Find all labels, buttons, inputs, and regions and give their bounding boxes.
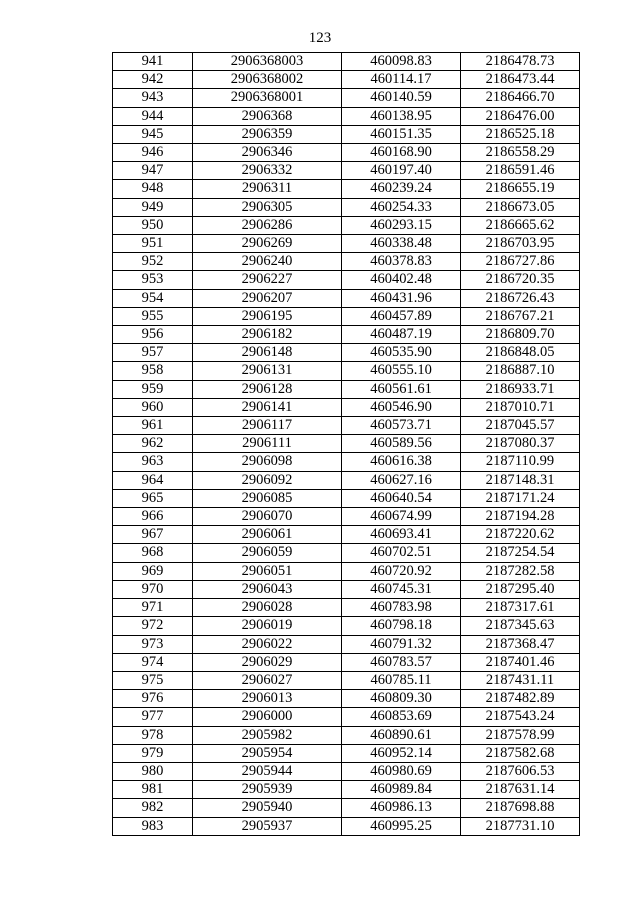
table-row — [113, 307, 580, 325]
point-id-cell: 2906059 — [193, 544, 342, 562]
row-index-cell: 944 — [113, 107, 193, 125]
y-coordinate-cell: 2186809.70 — [461, 326, 580, 344]
table-row — [113, 453, 580, 471]
table-row — [113, 671, 580, 689]
row-index-cell: 955 — [113, 307, 193, 325]
row-index-cell: 982 — [113, 799, 193, 817]
y-coordinate-cell: 2187317.61 — [461, 599, 580, 617]
row-index-cell: 952 — [113, 253, 193, 271]
point-id-cell: 2905954 — [193, 744, 342, 762]
point-id-cell: 2906141 — [193, 398, 342, 416]
table-row — [113, 417, 580, 435]
row-index-cell: 981 — [113, 781, 193, 799]
y-coordinate-cell: 2186767.21 — [461, 307, 580, 325]
table-row — [113, 580, 580, 598]
table-row — [113, 89, 580, 107]
x-coordinate-cell: 460431.96 — [342, 289, 461, 307]
y-coordinate-cell: 2187110.99 — [461, 453, 580, 471]
point-id-cell: 2906061 — [193, 526, 342, 544]
point-id-cell: 2906207 — [193, 289, 342, 307]
x-coordinate-cell: 460986.13 — [342, 799, 461, 817]
x-coordinate-cell: 460783.57 — [342, 653, 461, 671]
x-coordinate-cell: 460785.11 — [342, 671, 461, 689]
row-index-cell: 967 — [113, 526, 193, 544]
x-coordinate-cell: 460254.33 — [342, 198, 461, 216]
row-index-cell: 961 — [113, 417, 193, 435]
table-row — [113, 526, 580, 544]
point-id-cell: 2906043 — [193, 580, 342, 598]
y-coordinate-cell: 2186933.71 — [461, 380, 580, 398]
row-index-cell: 970 — [113, 580, 193, 598]
point-id-cell: 2906117 — [193, 417, 342, 435]
y-coordinate-cell: 2187578.99 — [461, 726, 580, 744]
table-row — [113, 544, 580, 562]
x-coordinate-cell: 460989.84 — [342, 781, 461, 799]
table-row — [113, 198, 580, 216]
y-coordinate-cell: 2187282.58 — [461, 562, 580, 580]
table-row — [113, 781, 580, 799]
x-coordinate-cell: 460720.92 — [342, 562, 461, 580]
point-id-cell: 2906368001 — [193, 89, 342, 107]
x-coordinate-cell: 460114.17 — [342, 71, 461, 89]
table-row — [113, 180, 580, 198]
table-row — [113, 471, 580, 489]
y-coordinate-cell: 2187606.53 — [461, 762, 580, 780]
x-coordinate-cell: 460674.99 — [342, 508, 461, 526]
x-coordinate-cell: 460995.25 — [342, 817, 461, 835]
row-index-cell: 949 — [113, 198, 193, 216]
table-row — [113, 107, 580, 125]
y-coordinate-cell: 2187010.71 — [461, 398, 580, 416]
table-row — [113, 216, 580, 234]
x-coordinate-cell: 460640.54 — [342, 489, 461, 507]
point-id-cell: 2906227 — [193, 271, 342, 289]
x-coordinate-cell: 460138.95 — [342, 107, 461, 125]
y-coordinate-cell: 2186476.00 — [461, 107, 580, 125]
point-id-cell: 2906128 — [193, 380, 342, 398]
x-coordinate-cell: 460555.10 — [342, 362, 461, 380]
x-coordinate-cell: 460098.83 — [342, 53, 461, 71]
row-index-cell: 975 — [113, 671, 193, 689]
y-coordinate-cell: 2186887.10 — [461, 362, 580, 380]
x-coordinate-cell: 460980.69 — [342, 762, 461, 780]
point-id-cell: 2906286 — [193, 216, 342, 234]
point-id-cell: 2906029 — [193, 653, 342, 671]
point-id-cell: 2906022 — [193, 635, 342, 653]
table-row — [113, 489, 580, 507]
row-index-cell: 980 — [113, 762, 193, 780]
y-coordinate-cell: 2187220.62 — [461, 526, 580, 544]
point-id-cell: 2906368 — [193, 107, 342, 125]
y-coordinate-cell: 2187045.57 — [461, 417, 580, 435]
y-coordinate-cell: 2186466.70 — [461, 89, 580, 107]
row-index-cell: 978 — [113, 726, 193, 744]
y-coordinate-cell: 2186720.35 — [461, 271, 580, 289]
table-row — [113, 744, 580, 762]
x-coordinate-cell: 460745.31 — [342, 580, 461, 598]
y-coordinate-cell: 2187295.40 — [461, 580, 580, 598]
table-row — [113, 253, 580, 271]
table-row — [113, 635, 580, 653]
row-index-cell: 951 — [113, 235, 193, 253]
point-id-cell: 2905982 — [193, 726, 342, 744]
table-row — [113, 53, 580, 71]
row-index-cell: 966 — [113, 508, 193, 526]
x-coordinate-cell: 460561.61 — [342, 380, 461, 398]
x-coordinate-cell: 460338.48 — [342, 235, 461, 253]
coordinates-table — [112, 52, 580, 836]
table-row — [113, 271, 580, 289]
y-coordinate-cell: 2187254.54 — [461, 544, 580, 562]
row-index-cell: 959 — [113, 380, 193, 398]
point-id-cell: 2906195 — [193, 307, 342, 325]
row-index-cell: 964 — [113, 471, 193, 489]
page-number: 123 — [308, 30, 332, 46]
x-coordinate-cell: 460798.18 — [342, 617, 461, 635]
row-index-cell: 960 — [113, 398, 193, 416]
x-coordinate-cell: 460952.14 — [342, 744, 461, 762]
row-index-cell: 977 — [113, 708, 193, 726]
y-coordinate-cell: 2186665.62 — [461, 216, 580, 234]
row-index-cell: 958 — [113, 362, 193, 380]
x-coordinate-cell: 460573.71 — [342, 417, 461, 435]
row-index-cell: 954 — [113, 289, 193, 307]
table-row — [113, 435, 580, 453]
point-id-cell: 2906085 — [193, 489, 342, 507]
table-row — [113, 235, 580, 253]
y-coordinate-cell: 2186848.05 — [461, 344, 580, 362]
point-id-cell: 2906027 — [193, 671, 342, 689]
x-coordinate-cell: 460809.30 — [342, 690, 461, 708]
point-id-cell: 2906092 — [193, 471, 342, 489]
row-index-cell: 941 — [113, 53, 193, 71]
x-coordinate-cell: 460546.90 — [342, 398, 461, 416]
y-coordinate-cell: 2186558.29 — [461, 144, 580, 162]
y-coordinate-cell: 2186726.43 — [461, 289, 580, 307]
row-index-cell: 956 — [113, 326, 193, 344]
table-row — [113, 726, 580, 744]
point-id-cell: 2906311 — [193, 180, 342, 198]
point-id-cell: 2906051 — [193, 562, 342, 580]
y-coordinate-cell: 2187543.24 — [461, 708, 580, 726]
table-row — [113, 599, 580, 617]
row-index-cell: 950 — [113, 216, 193, 234]
x-coordinate-cell: 460535.90 — [342, 344, 461, 362]
row-index-cell: 945 — [113, 125, 193, 143]
table-row — [113, 71, 580, 89]
table-row — [113, 398, 580, 416]
table-row — [113, 144, 580, 162]
point-id-cell: 2906240 — [193, 253, 342, 271]
y-coordinate-cell: 2187080.37 — [461, 435, 580, 453]
y-coordinate-cell: 2186727.86 — [461, 253, 580, 271]
point-id-cell: 2906332 — [193, 162, 342, 180]
y-coordinate-cell: 2187482.89 — [461, 690, 580, 708]
table-row — [113, 125, 580, 143]
row-index-cell: 946 — [113, 144, 193, 162]
table-row — [113, 562, 580, 580]
y-coordinate-cell: 2186525.18 — [461, 125, 580, 143]
x-coordinate-cell: 460853.69 — [342, 708, 461, 726]
row-index-cell: 957 — [113, 344, 193, 362]
point-id-cell: 2906346 — [193, 144, 342, 162]
table-row — [113, 326, 580, 344]
row-index-cell: 974 — [113, 653, 193, 671]
point-id-cell: 2905940 — [193, 799, 342, 817]
point-id-cell: 2906098 — [193, 453, 342, 471]
table-row — [113, 162, 580, 180]
table-row — [113, 708, 580, 726]
y-coordinate-cell: 2186703.95 — [461, 235, 580, 253]
row-index-cell: 972 — [113, 617, 193, 635]
point-id-cell: 2906131 — [193, 362, 342, 380]
point-id-cell: 2906070 — [193, 508, 342, 526]
y-coordinate-cell: 2186591.46 — [461, 162, 580, 180]
point-id-cell: 2906368002 — [193, 71, 342, 89]
y-coordinate-cell: 2186655.19 — [461, 180, 580, 198]
x-coordinate-cell: 460239.24 — [342, 180, 461, 198]
y-coordinate-cell: 2186478.73 — [461, 53, 580, 71]
y-coordinate-cell: 2186473.44 — [461, 71, 580, 89]
x-coordinate-cell: 460627.16 — [342, 471, 461, 489]
x-coordinate-cell: 460457.89 — [342, 307, 461, 325]
y-coordinate-cell: 2187698.88 — [461, 799, 580, 817]
x-coordinate-cell: 460783.98 — [342, 599, 461, 617]
point-id-cell: 2905939 — [193, 781, 342, 799]
table-row — [113, 617, 580, 635]
row-index-cell: 971 — [113, 599, 193, 617]
row-index-cell: 973 — [113, 635, 193, 653]
y-coordinate-cell: 2187731.10 — [461, 817, 580, 835]
table-row — [113, 344, 580, 362]
x-coordinate-cell: 460702.51 — [342, 544, 461, 562]
point-id-cell: 2905937 — [193, 817, 342, 835]
row-index-cell: 953 — [113, 271, 193, 289]
point-id-cell: 2905944 — [193, 762, 342, 780]
x-coordinate-cell: 460140.59 — [342, 89, 461, 107]
x-coordinate-cell: 460168.90 — [342, 144, 461, 162]
x-coordinate-cell: 460378.83 — [342, 253, 461, 271]
row-index-cell: 983 — [113, 817, 193, 835]
y-coordinate-cell: 2187194.28 — [461, 508, 580, 526]
table-row — [113, 362, 580, 380]
y-coordinate-cell: 2187171.24 — [461, 489, 580, 507]
y-coordinate-cell: 2187631.14 — [461, 781, 580, 799]
table-row — [113, 690, 580, 708]
row-index-cell: 968 — [113, 544, 193, 562]
row-index-cell: 942 — [113, 71, 193, 89]
point-id-cell: 2906359 — [193, 125, 342, 143]
x-coordinate-cell: 460293.15 — [342, 216, 461, 234]
row-index-cell: 963 — [113, 453, 193, 471]
x-coordinate-cell: 460487.19 — [342, 326, 461, 344]
y-coordinate-cell: 2186673.05 — [461, 198, 580, 216]
row-index-cell: 943 — [113, 89, 193, 107]
point-id-cell: 2906269 — [193, 235, 342, 253]
row-index-cell: 962 — [113, 435, 193, 453]
y-coordinate-cell: 2187401.46 — [461, 653, 580, 671]
x-coordinate-cell: 460693.41 — [342, 526, 461, 544]
table-row — [113, 289, 580, 307]
point-id-cell: 2906111 — [193, 435, 342, 453]
table-row — [113, 508, 580, 526]
row-index-cell: 947 — [113, 162, 193, 180]
y-coordinate-cell: 2187368.47 — [461, 635, 580, 653]
point-id-cell: 2906013 — [193, 690, 342, 708]
row-index-cell: 976 — [113, 690, 193, 708]
point-id-cell: 2906182 — [193, 326, 342, 344]
row-index-cell: 965 — [113, 489, 193, 507]
x-coordinate-cell: 460197.40 — [342, 162, 461, 180]
table-row — [113, 762, 580, 780]
x-coordinate-cell: 460890.61 — [342, 726, 461, 744]
coordinates-table-body — [113, 53, 580, 836]
x-coordinate-cell: 460589.56 — [342, 435, 461, 453]
point-id-cell: 2906148 — [193, 344, 342, 362]
row-index-cell: 948 — [113, 180, 193, 198]
y-coordinate-cell: 2187582.68 — [461, 744, 580, 762]
table-row — [113, 380, 580, 398]
x-coordinate-cell: 460616.38 — [342, 453, 461, 471]
row-index-cell: 969 — [113, 562, 193, 580]
table-row — [113, 799, 580, 817]
point-id-cell: 2906305 — [193, 198, 342, 216]
row-index-cell: 979 — [113, 744, 193, 762]
point-id-cell: 2906028 — [193, 599, 342, 617]
point-id-cell: 2906019 — [193, 617, 342, 635]
point-id-cell: 2906000 — [193, 708, 342, 726]
x-coordinate-cell: 460151.35 — [342, 125, 461, 143]
y-coordinate-cell: 2187345.63 — [461, 617, 580, 635]
y-coordinate-cell: 2187431.11 — [461, 671, 580, 689]
x-coordinate-cell: 460791.32 — [342, 635, 461, 653]
x-coordinate-cell: 460402.48 — [342, 271, 461, 289]
table-row — [113, 653, 580, 671]
point-id-cell: 2906368003 — [193, 53, 342, 71]
y-coordinate-cell: 2187148.31 — [461, 471, 580, 489]
table-row — [113, 817, 580, 835]
